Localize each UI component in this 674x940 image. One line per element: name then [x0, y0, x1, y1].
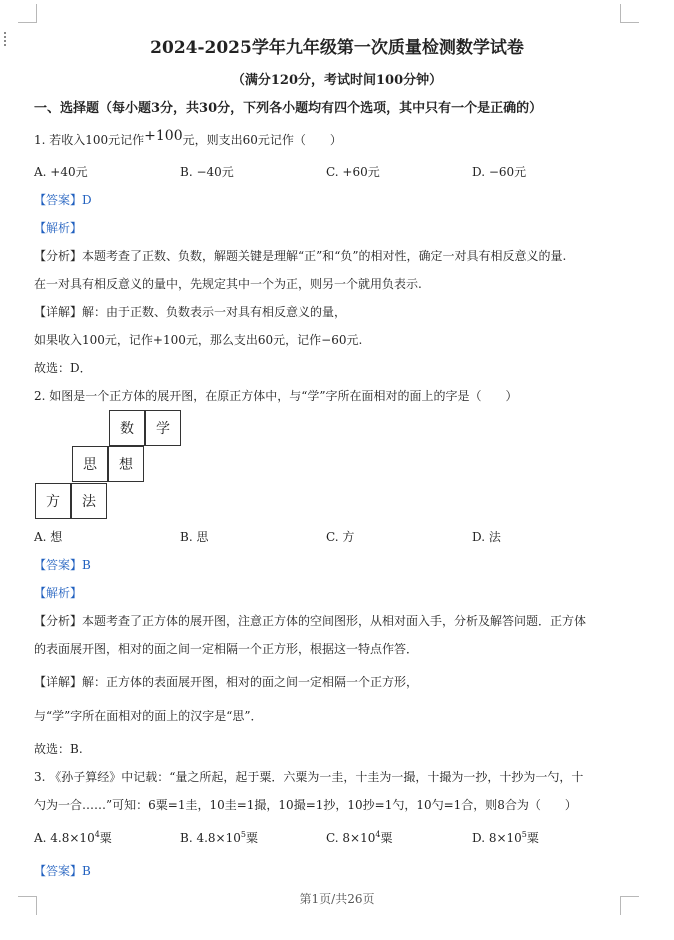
page-title: 2024-2025学年九年级第一次质量检测数学试卷 [150, 38, 524, 58]
cube-face-fa: 法 [71, 483, 107, 519]
q1-stem-math: +100 [144, 128, 183, 144]
crop-mark-top-left [18, 4, 37, 23]
q3-option-b-exp: 5 [240, 830, 246, 839]
cube-face-xiang: 想 [108, 446, 144, 482]
q2-conclusion: 故选：B. [34, 742, 83, 756]
q3-option-a [34, 829, 112, 846]
q1-stem-text-c: 元，则支出60元记作（ ） [182, 133, 342, 147]
q1-detail-text1: 解：由于正数、负数表示一对具有相反意义的量， [82, 305, 347, 319]
page-subtitle: （满分120分，考试时间100分钟） [231, 73, 443, 88]
q1-conclusion: 故选：D． [34, 361, 92, 375]
q3-option-d-unit: 粟 [526, 831, 539, 845]
q3-option-d [472, 829, 539, 846]
q1-detail-line2: 如果收入100元，记作+100元，那么支出60元，记作−60元. [34, 333, 363, 347]
q1-option-d: D. −60元 [472, 165, 527, 179]
q2-jiexi: 【解析】 [34, 586, 83, 600]
q3-option-c-unit: 粟 [380, 831, 393, 845]
q3-option-b [180, 829, 258, 846]
section-heading: 一、选择题（每小题3分，共30分，下列各小题均有四个选项，其中只有一个是正确的） [34, 101, 543, 116]
q2-analysis-line1 [34, 612, 586, 629]
q1-option-a: A. +40元 [34, 165, 88, 179]
q3-option-d-exp: 5 [521, 830, 527, 839]
q2-detail-line1 [34, 673, 418, 690]
q1-option-c: C. +60元 [326, 165, 380, 179]
crop-mark-top-right [620, 4, 639, 23]
q1-analysis-line1 [34, 247, 566, 264]
q2-detail-line2: 与“学”字所在面相对的面上的汉字是“思”． [34, 709, 263, 723]
cube-face-shu: 数 [109, 410, 145, 446]
q1-option-b: B. −40元 [180, 165, 234, 179]
q2-detail-text1: 解：正方体的表面展开图，相对的面之间一定相隔一个正方形， [82, 675, 419, 689]
q2-analysis-text1: 本题考查了正方体的展开图，注意正方体的空间图形，从相对面入手，分析及解答问题．正方体 [82, 614, 587, 628]
q1-jiexi: 【解析】 [34, 221, 83, 235]
q3-option-a-unit: 粟 [99, 831, 112, 845]
q2-answer: 【答案】B [34, 558, 91, 572]
q1-analysis-label: 【分析】 [34, 249, 83, 263]
q3-option-a-exp: 4 [94, 830, 100, 839]
q1-detail-line1 [34, 303, 346, 320]
q2-stem: 2. 如图是一个正方体的展开图，在原正方体中，与“学”字所在面相对的面上的字是（ ） [34, 389, 518, 403]
q1-analysis-line2: 在一对具有相反意义的量中，先规定其中一个为正，则另一个就用负表示. [34, 277, 422, 291]
q2-option-c: C. 方 [326, 530, 355, 544]
q2-option-d: D. 法 [472, 530, 501, 544]
q3-option-d-base: D. 8×10 [472, 831, 522, 845]
q2-analysis-label: 【分析】 [34, 614, 83, 628]
q1-stem-text-a: 1. 若收入100元记作 [34, 133, 145, 147]
q3-option-c [326, 829, 392, 846]
q1-analysis-text1: 本题考查了正数、负数，解题关键是理解“正”和“负”的相对性，确定一对具有相反意义的量. [82, 249, 567, 263]
q2-detail-label: 【详解】 [34, 675, 83, 689]
cube-face-si: 思 [72, 446, 108, 482]
q3-stem-line2: 勺为一合……”可知：6粟=1圭，10圭=1撮，10撮=1抄，10抄=1勺，10勺=1合，则8合为（ ） [34, 798, 577, 812]
q1-detail-label: 【详解】 [34, 305, 83, 319]
q2-option-b: B. 思 [180, 530, 209, 544]
q3-answer: 【答案】B [34, 864, 91, 878]
q3-option-c-base: C. 8×10 [326, 831, 376, 845]
q2-analysis-line2: 的表面展开图，相对的面之间一定相隔一个正方形，根据这一特点作答． [34, 642, 419, 656]
q3-option-b-base: B. 4.8×10 [180, 831, 241, 845]
cube-face-xue: 学 [145, 410, 181, 446]
q3-option-c-exp: 4 [375, 830, 381, 839]
q3-stem-line1: 3. 《孙子算经》中记载：“量之所起，起于粟．六粟为一圭，十圭为一撮，十撮为一抄，十抄为一勺，十 [34, 770, 584, 784]
q2-option-a: A. 想 [34, 530, 63, 544]
cube-face-fang: 方 [35, 483, 71, 519]
q1-answer: 【答案】D [34, 193, 92, 207]
q3-option-a-base: A. 4.8×10 [34, 831, 95, 845]
q3-option-b-unit: 粟 [245, 831, 258, 845]
q1-stem [34, 128, 342, 148]
page-footer: 第1页/共26页 [299, 892, 375, 906]
